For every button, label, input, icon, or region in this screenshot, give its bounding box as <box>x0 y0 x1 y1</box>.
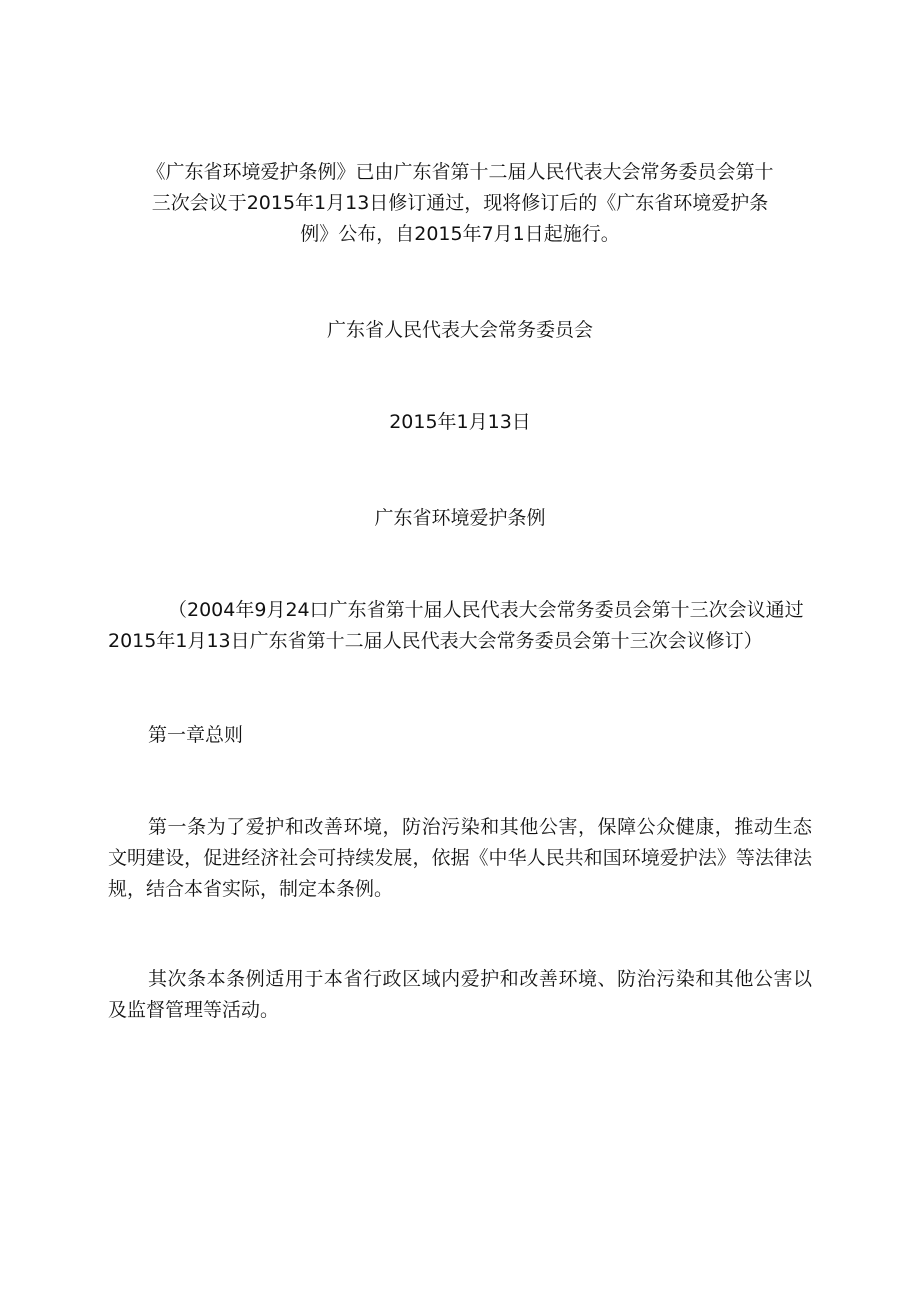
history-line: （2004年9月24口广东省第十届人民代表大会常务委员会第十三次会议通过 <box>168 599 804 621</box>
announcement-line: 《广东省环境爱护条例》已由广东省第十二届人民代表大会常务委员会第十 <box>146 161 774 183</box>
issuer-name: 广东省人民代表大会常务委员会 <box>326 319 593 341</box>
announcement-paragraph <box>100 157 820 250</box>
issue-date: 2015年1月13日 <box>389 411 531 433</box>
article-1: 第一条为了爱护和改善环境，防治污染和其他公害，保障公众健康，推动生态文明建设，促进经济社会可持续发展，依据《中华人民共和国环境爱护法》等法律法规，结合本省实际，制定本条例。 <box>108 816 812 900</box>
chapter-heading: 第一章总则 <box>148 724 244 746</box>
revision-history <box>108 595 812 657</box>
article-2: 其次条本条例适用于本省行政区域内爱护和改善环境、防治污染和其他公害以及监督管理等活动。 <box>108 968 812 1021</box>
announcement-line: 三次会议于2015年1月13日修订通过，现将修订后的《广东省环境爱护条 <box>151 192 769 214</box>
regulation-title: 广东省环境爱护条例 <box>374 507 546 529</box>
history-line: 2015年1月13日广东省第十二届人民代表大会常务委员会第十三次会议修订） <box>108 630 763 652</box>
announcement-line: 例》公布，自2015年7月1日起施行。 <box>300 223 620 245</box>
